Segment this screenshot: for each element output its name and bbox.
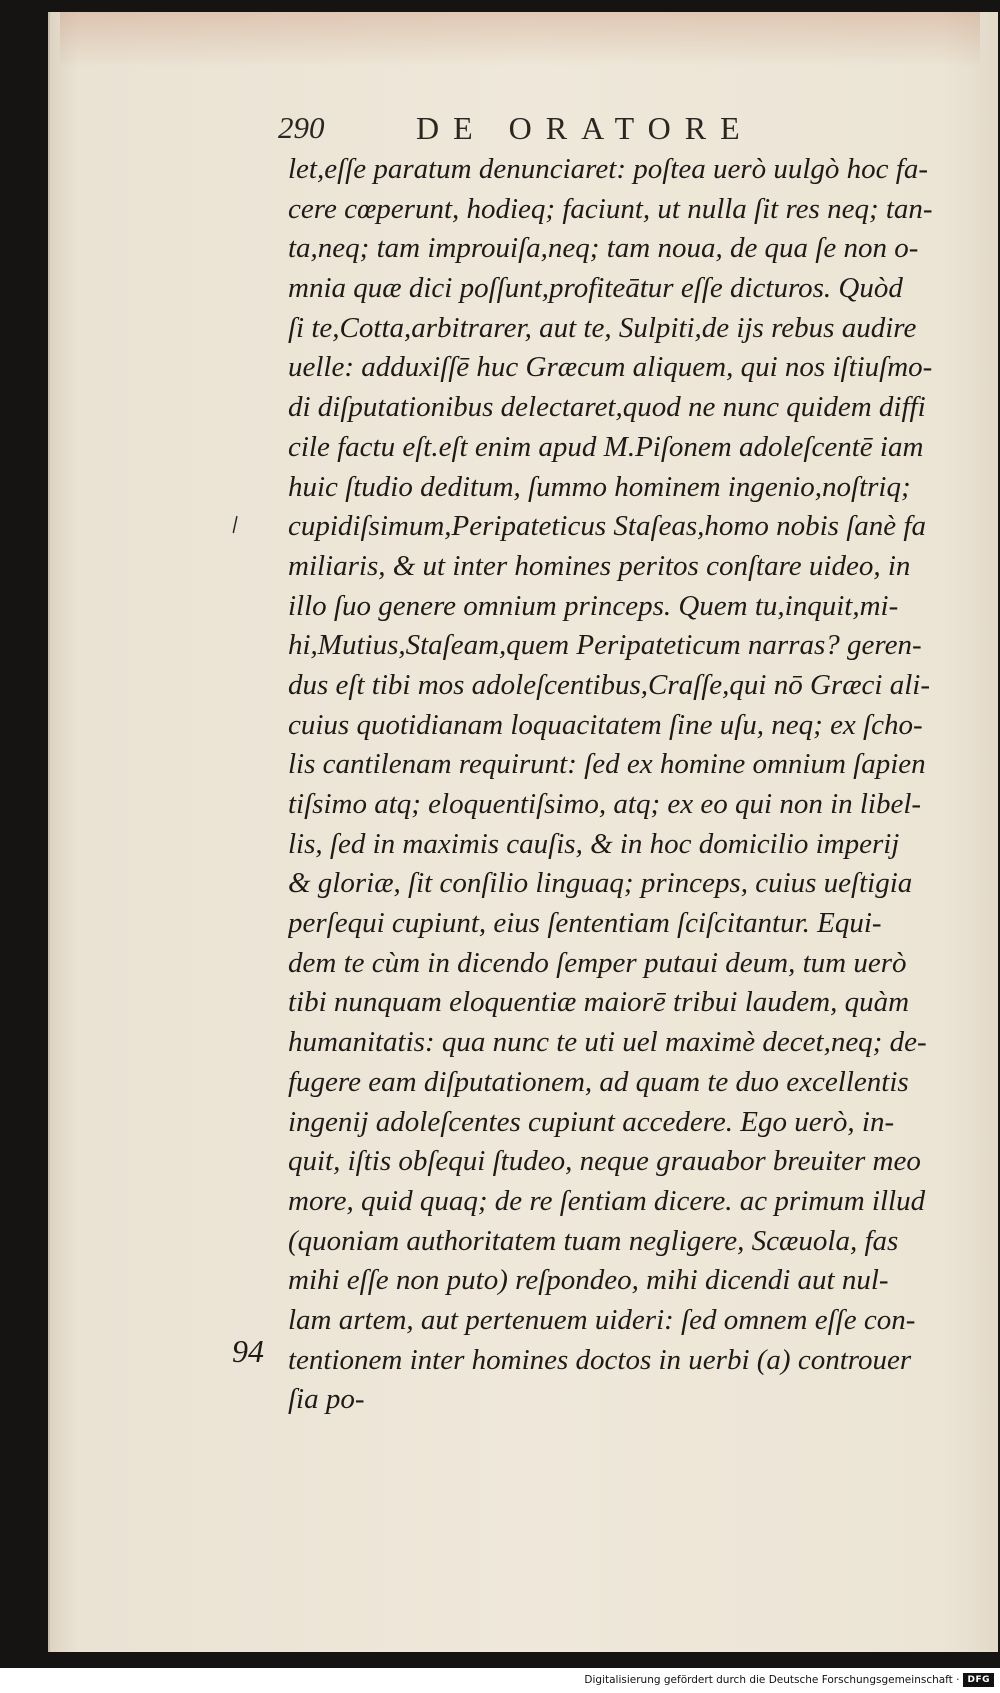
text-line: humanitatis: qua nunc te uti uel maximè decet,neq; de-	[288, 1026, 927, 1059]
text-line: tibi nunquam eloquentiæ maiorē tribui laudem, quàm	[288, 986, 910, 1019]
text-line: dem te cùm in dicendo ſemper putaui deum, tum uerò	[288, 946, 907, 979]
text-line: dus eſt tibi mos adoleſcentibus,Craſſe,qui nō Græci ali-	[288, 668, 930, 701]
text-line: perſequi cupiunt, eius ſententiam ſciſcitantur. Equi-	[288, 907, 882, 940]
text-line: mnia quæ dici poſſunt,profiteātur eſſe dicturos. Quòd	[288, 272, 903, 305]
text-line: tiſsimo atq; eloquentiſsimo, atq; ex eo qui non in libel-	[288, 788, 922, 820]
text-line: ingenij adoleſcentes cupiunt accedere. Ego uerò, in-	[288, 1105, 895, 1138]
text-line: & gloriæ, ſit conſilio linguaq; princeps, cuius ueſtigia	[288, 867, 913, 900]
text-line: lam artem, aut pertenuem uideri: ſed omnem eſſe con-	[288, 1303, 916, 1336]
body-text	[288, 150, 956, 1420]
text-line: tentionem inter homines doctos in uerbi (a) controuer	[288, 1343, 912, 1376]
margin-section-number: 94	[232, 1333, 264, 1369]
text-line: miliaris, & ut inter homines peritos conſtare uideo, in	[288, 549, 911, 582]
text-line: cuius quotidianam loquacitatem ſine uſu, neq; ex ſcho-	[288, 708, 923, 741]
text-line: cile factu eſt.eſt enim apud M.Piſonem adoleſcentē iam	[288, 430, 924, 463]
text-line: lis cantilenam requirunt: ſed ex homine omnium ſapien	[288, 748, 926, 781]
text-line: quit, iſtis obſequi ſtudeo, neque grauabor breuiter meo	[288, 1145, 921, 1178]
text-line: illo ſuo genere omnium princeps. Quem tu,inquit,mi-	[288, 589, 899, 622]
text-line: cere cœperunt, hodieq; faciunt, ut nulla ſit res neq; tan-	[288, 192, 933, 225]
text-line: (quoniam authoritatem tuam negligere, Scæuola, fas	[288, 1224, 899, 1257]
page-number: 290	[278, 110, 325, 145]
text-line: ſi te,Cotta,arbitrarer, aut te, Sulpiti,de ijs rebus audire	[288, 311, 917, 344]
dfg-logo: DFG	[963, 1673, 994, 1687]
margin-pen-mark: \	[226, 511, 245, 537]
text-line: uelle: adduxiſſē huc Græcum aliquem, qui nos iſtiuſmo-	[288, 351, 933, 384]
text-line: ſia po-	[288, 1383, 365, 1416]
text-line: more, quid quaq; de re ſentiam dicere. ac primum illud	[288, 1184, 926, 1217]
running-head	[278, 110, 798, 150]
text-line: hi,Mutius,Staſeam,quem Peripateticum narras? geren-	[288, 629, 922, 662]
text-line: huic ſtudio deditum, ſummo hominem ingenio,noſtriq;	[288, 470, 911, 503]
text-line: ta,neq; tam improuiſa,neq; tam noua, de qua ſe non o-	[288, 232, 919, 265]
text-line: let,eſſe paratum denunciaret: poſtea uerò uulgò hoc fa-	[288, 153, 929, 185]
book-title: DE ORATORE	[416, 110, 754, 146]
text-line: di diſputationibus delectaret,quod ne nunc quidem diffi	[288, 391, 926, 424]
text-line: lis, ſed in maximis cauſis, & in hoc domicilio imperij	[288, 827, 900, 860]
digitization-footer	[584, 1671, 994, 1689]
text-line: mihi eſſe non puto) reſpondeo, mihi dicendi aut nul-	[288, 1264, 889, 1297]
text-line: fugere eam diſputationem, ad quam te duo excellentis	[288, 1065, 909, 1098]
text-line: cupidiſsimum,Peripateticus Staſeas,homo nobis ſanè fa	[288, 510, 926, 543]
page-stain	[60, 12, 980, 67]
funding-credit: Digitalisierung gefördert durch die Deutsche Forschungsgemeinschaft ·	[584, 1674, 960, 1686]
